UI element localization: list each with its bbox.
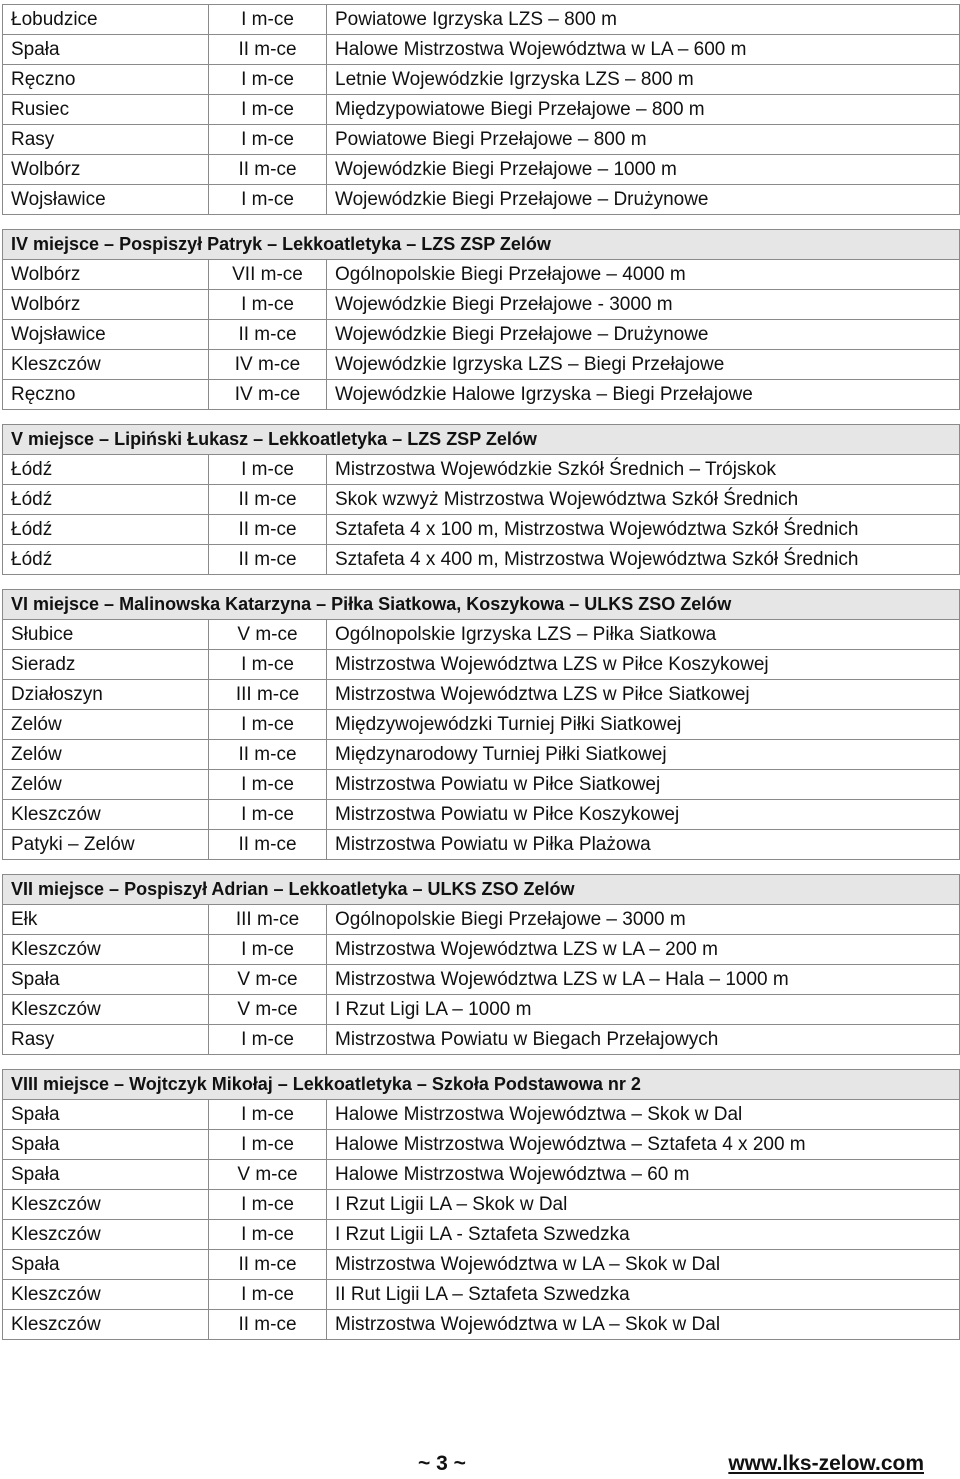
event-cell: Mistrzostwa Powiatu w Piłce Koszykowej: [327, 800, 960, 830]
event-cell: Mistrzostwa Województwa w LA – Skok w Dal: [327, 1310, 960, 1340]
results-table: [2, 424, 960, 575]
table-row: [3, 185, 960, 215]
table-row: [3, 5, 960, 35]
location-cell: Spała: [3, 1160, 209, 1190]
event-cell: Wojewódzkie Biegi Przełajowe – Drużynowe: [327, 320, 960, 350]
table-row: [3, 1310, 960, 1340]
place-cell: I m-ce: [209, 1190, 327, 1220]
location-cell: Łódź: [3, 455, 209, 485]
table-row: [3, 1220, 960, 1250]
location-cell: Wolbórz: [3, 260, 209, 290]
page-number: ~ 3 ~: [418, 1452, 466, 1475]
table-row: [3, 125, 960, 155]
location-cell: Patyki – Zelów: [3, 830, 209, 860]
place-cell: II m-ce: [209, 485, 327, 515]
place-cell: I m-ce: [209, 290, 327, 320]
event-cell: Międzypowiatowe Biegi Przełajowe – 800 m: [327, 95, 960, 125]
event-cell: Mistrzostwa Województwa LZS w Piłce Siatkowej: [327, 680, 960, 710]
event-cell: Halowe Mistrzostwa Województwa w LA – 600 m: [327, 35, 960, 65]
event-cell: Powiatowe Igrzyska LZS – 800 m: [327, 5, 960, 35]
table-row: [3, 620, 960, 650]
section-header: IV miejsce – Pospiszył Patryk – Lekkoatletyka – LZS ZSP Zelów: [3, 230, 960, 260]
section-gap: [2, 860, 959, 874]
place-cell: V m-ce: [209, 1160, 327, 1190]
results-table: [2, 229, 960, 410]
place-cell: I m-ce: [209, 935, 327, 965]
location-cell: Łódź: [3, 485, 209, 515]
location-cell: Działoszyn: [3, 680, 209, 710]
table-row: [3, 485, 960, 515]
event-cell: Mistrzostwa Województwa LZS w Piłce Koszykowej: [327, 650, 960, 680]
event-cell: Mistrzostwa Województwa w LA – Skok w Dal: [327, 1250, 960, 1280]
event-cell: Wojewódzkie Biegi Przełajowe – 1000 m: [327, 155, 960, 185]
table-row: [3, 770, 960, 800]
event-cell: Mistrzostwa Województwa LZS w LA – 200 m: [327, 935, 960, 965]
place-cell: V m-ce: [209, 620, 327, 650]
location-cell: Wolbórz: [3, 155, 209, 185]
results-document: [2, 4, 959, 1340]
place-cell: II m-ce: [209, 830, 327, 860]
table-row: [3, 545, 960, 575]
table-row: [3, 515, 960, 545]
event-cell: I Rzut Ligi LA – 1000 m: [327, 995, 960, 1025]
event-cell: Mistrzostwa Powiatu w Piłce Siatkowej: [327, 770, 960, 800]
location-cell: Rasy: [3, 125, 209, 155]
place-cell: IV m-ce: [209, 380, 327, 410]
event-cell: II Rut Ligii LA – Sztafeta Szwedzka: [327, 1280, 960, 1310]
place-cell: I m-ce: [209, 455, 327, 485]
section-gap: [2, 1055, 959, 1069]
event-cell: Halowe Mistrzostwa Województwa – 60 m: [327, 1160, 960, 1190]
event-cell: I Rzut Ligii LA - Sztafeta Szwedzka: [327, 1220, 960, 1250]
table-row: [3, 1250, 960, 1280]
location-cell: Kleszczów: [3, 800, 209, 830]
table-row: [3, 1190, 960, 1220]
event-cell: Mistrzostwa Wojewódzkie Szkół Średnich – Trójskok: [327, 455, 960, 485]
location-cell: Rasy: [3, 1025, 209, 1055]
location-cell: Wojsławice: [3, 320, 209, 350]
section-gap: [2, 215, 959, 229]
table-row: [3, 380, 960, 410]
table-row: [3, 1100, 960, 1130]
location-cell: Spała: [3, 35, 209, 65]
section-header-row: [3, 1070, 960, 1100]
table-row: [3, 35, 960, 65]
place-cell: V m-ce: [209, 965, 327, 995]
event-cell: Ogólnopolskie Biegi Przełajowe – 4000 m: [327, 260, 960, 290]
location-cell: Sieradz: [3, 650, 209, 680]
table-row: [3, 1160, 960, 1190]
table-row: [3, 290, 960, 320]
place-cell: I m-ce: [209, 65, 327, 95]
section-header: VII miejsce – Pospiszył Adrian – Lekkoatletyka – ULKS ZSO Zelów: [3, 875, 960, 905]
place-cell: IV m-ce: [209, 350, 327, 380]
section-header: V miejsce – Lipiński Łukasz – Lekkoatletyka – LZS ZSP Zelów: [3, 425, 960, 455]
place-cell: II m-ce: [209, 515, 327, 545]
event-cell: Powiatowe Biegi Przełajowe – 800 m: [327, 125, 960, 155]
event-cell: Mistrzostwa Powiatu w Piłka Plażowa: [327, 830, 960, 860]
table-row: [3, 65, 960, 95]
event-cell: Skok wzwyż Mistrzostwa Województwa Szkół Średnich: [327, 485, 960, 515]
place-cell: I m-ce: [209, 1025, 327, 1055]
event-cell: Sztafeta 4 x 100 m, Mistrzostwa Województwa Szkół Średnich: [327, 515, 960, 545]
location-cell: Kleszczów: [3, 1220, 209, 1250]
event-cell: Halowe Mistrzostwa Województwa – Sztafeta 4 x 200 m: [327, 1130, 960, 1160]
place-cell: I m-ce: [209, 185, 327, 215]
results-table: [2, 4, 960, 215]
place-cell: I m-ce: [209, 1130, 327, 1160]
results-table: [2, 874, 960, 1055]
footer-url-link[interactable]: www.lks-zelow.com: [728, 1452, 924, 1475]
place-cell: I m-ce: [209, 710, 327, 740]
place-cell: I m-ce: [209, 125, 327, 155]
place-cell: II m-ce: [209, 1250, 327, 1280]
section-header: VI miejsce – Malinowska Katarzyna – Piłka Siatkowa, Koszykowa – ULKS ZSO Zelów: [3, 590, 960, 620]
section-gap: [2, 410, 959, 424]
table-row: [3, 350, 960, 380]
event-cell: Wojewódzkie Biegi Przełajowe – Drużynowe: [327, 185, 960, 215]
event-cell: Sztafeta 4 x 400 m, Mistrzostwa Województwa Szkół Średnich: [327, 545, 960, 575]
event-cell: Mistrzostwa Powiatu w Biegach Przełajowych: [327, 1025, 960, 1055]
place-cell: II m-ce: [209, 35, 327, 65]
place-cell: VII m-ce: [209, 260, 327, 290]
event-cell: Wojewódzkie Biegi Przełajowe - 3000 m: [327, 290, 960, 320]
table-row: [3, 710, 960, 740]
place-cell: I m-ce: [209, 95, 327, 125]
location-cell: Spała: [3, 965, 209, 995]
section-header-row: [3, 230, 960, 260]
event-cell: Mistrzostwa Województwa LZS w LA – Hala – 1000 m: [327, 965, 960, 995]
table-row: [3, 905, 960, 935]
table-row: [3, 965, 960, 995]
location-cell: Rusiec: [3, 95, 209, 125]
place-cell: I m-ce: [209, 1220, 327, 1250]
location-cell: Ełk: [3, 905, 209, 935]
event-cell: Międzywojewódzki Turniej Piłki Siatkowej: [327, 710, 960, 740]
location-cell: Wolbórz: [3, 290, 209, 320]
place-cell: II m-ce: [209, 545, 327, 575]
section-header-row: [3, 875, 960, 905]
table-row: [3, 680, 960, 710]
place-cell: I m-ce: [209, 5, 327, 35]
section-header-row: [3, 425, 960, 455]
table-row: [3, 1280, 960, 1310]
results-table: [2, 1069, 960, 1340]
table-row: [3, 95, 960, 125]
event-cell: Ogólnopolskie Igrzyska LZS – Piłka Siatkowa: [327, 620, 960, 650]
place-cell: I m-ce: [209, 800, 327, 830]
place-cell: I m-ce: [209, 1100, 327, 1130]
location-cell: Słubice: [3, 620, 209, 650]
table-row: [3, 935, 960, 965]
place-cell: II m-ce: [209, 320, 327, 350]
location-cell: Kleszczów: [3, 935, 209, 965]
event-cell: Wojewódzkie Halowe Igrzyska – Biegi Przełajowe: [327, 380, 960, 410]
location-cell: Spała: [3, 1100, 209, 1130]
event-cell: Letnie Wojewódzkie Igrzyska LZS – 800 m: [327, 65, 960, 95]
location-cell: Ręczno: [3, 380, 209, 410]
table-row: [3, 740, 960, 770]
location-cell: Kleszczów: [3, 1310, 209, 1340]
section-gap: [2, 575, 959, 589]
section-header-row: [3, 590, 960, 620]
section-header: VIII miejsce – Wojtczyk Mikołaj – Lekkoatletyka – Szkoła Podstawowa nr 2: [3, 1070, 960, 1100]
table-row: [3, 830, 960, 860]
table-row: [3, 650, 960, 680]
location-cell: Zelów: [3, 710, 209, 740]
table-row: [3, 455, 960, 485]
place-cell: II m-ce: [209, 155, 327, 185]
location-cell: Łobudzice: [3, 5, 209, 35]
table-row: [3, 1025, 960, 1055]
location-cell: Spała: [3, 1130, 209, 1160]
location-cell: Kleszczów: [3, 995, 209, 1025]
event-cell: Halowe Mistrzostwa Województwa – Skok w Dal: [327, 1100, 960, 1130]
event-cell: Ogólnopolskie Biegi Przełajowe – 3000 m: [327, 905, 960, 935]
location-cell: Łódź: [3, 545, 209, 575]
location-cell: Ręczno: [3, 65, 209, 95]
table-row: [3, 1130, 960, 1160]
place-cell: V m-ce: [209, 995, 327, 1025]
event-cell: Wojewódzkie Igrzyska LZS – Biegi Przełajowe: [327, 350, 960, 380]
place-cell: III m-ce: [209, 680, 327, 710]
location-cell: Zelów: [3, 770, 209, 800]
location-cell: Spała: [3, 1250, 209, 1280]
table-row: [3, 155, 960, 185]
location-cell: Łódź: [3, 515, 209, 545]
place-cell: I m-ce: [209, 650, 327, 680]
location-cell: Kleszczów: [3, 350, 209, 380]
table-row: [3, 320, 960, 350]
location-cell: Kleszczów: [3, 1280, 209, 1310]
table-row: [3, 995, 960, 1025]
place-cell: II m-ce: [209, 1310, 327, 1340]
results-table: [2, 589, 960, 860]
place-cell: I m-ce: [209, 770, 327, 800]
place-cell: I m-ce: [209, 1280, 327, 1310]
event-cell: I Rzut Ligii LA – Skok w Dal: [327, 1190, 960, 1220]
event-cell: Międzynarodowy Turniej Piłki Siatkowej: [327, 740, 960, 770]
page-footer: [0, 1452, 960, 1478]
location-cell: Kleszczów: [3, 1190, 209, 1220]
location-cell: Wojsławice: [3, 185, 209, 215]
location-cell: Zelów: [3, 740, 209, 770]
table-row: [3, 800, 960, 830]
place-cell: II m-ce: [209, 740, 327, 770]
table-row: [3, 260, 960, 290]
place-cell: III m-ce: [209, 905, 327, 935]
